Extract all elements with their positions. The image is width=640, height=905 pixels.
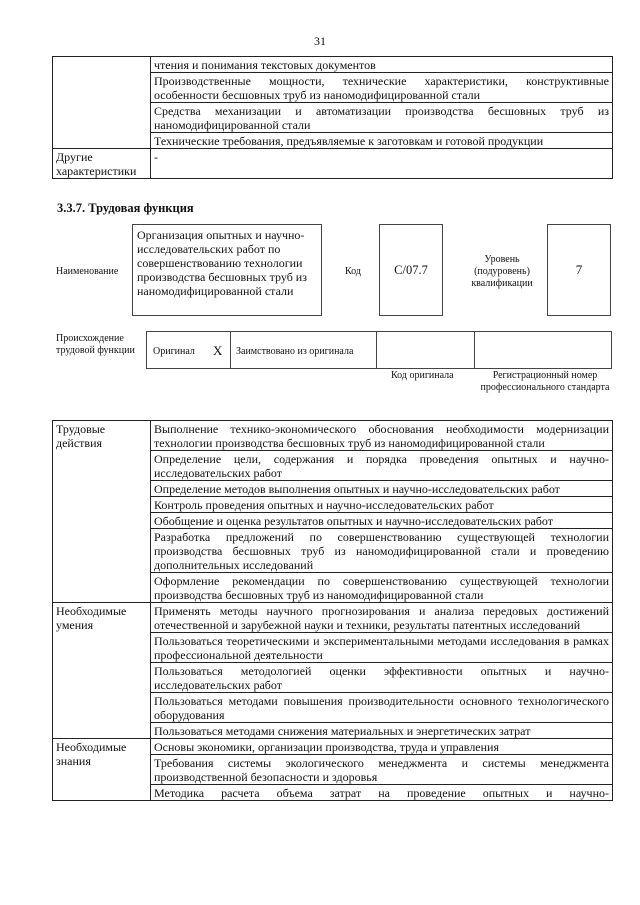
top-table [52,56,613,179]
table-row [53,421,613,451]
table-cell: Пользоваться теоретическими и экспериментальными методами исследования в рамках профессиональной деятельности [151,633,613,663]
original-label: Оригинал [153,346,195,357]
table-cell: чтения и понимания текстовых документов [151,57,613,73]
category-cell: Другие характеристики [53,149,151,179]
name-value-box: Организация опытных и научно-исследовательских работ по совершенствованию технологии производства бесшовных труб из наномодифицированной стали [132,224,322,316]
page-number: 31 [314,34,326,48]
registration-label: Регистрационный номер профессионального стандарта [480,370,610,393]
code-value-box [379,224,443,316]
origin-row [146,331,612,369]
table-row [53,739,613,755]
table-cell: Обобщение и оценка результатов опытных и научно-исследовательских работ [151,513,613,529]
code-label: Код [345,266,361,277]
table-row [53,603,613,633]
main-table [52,420,613,801]
category-cell: Необходимые знания [53,739,151,801]
table-cell: Пользоваться методами снижения материальных и энергетических затрат [151,723,613,739]
table-cell: Применять методы научного прогнозирования и анализа передовых достижений отечественной и зарубежной науки и техники, результаты патентных исследований [151,603,613,633]
level-value-box [547,224,611,316]
table-cell: Контроль проведения опытных и научно-исследовательских работ [151,497,613,513]
table-cell: - [151,149,613,179]
table-cell: Разработка предложений по совершенствованию существующей технологии производства бесшовных труб из наномодифицированной стали и проведению дополнительных исследований [151,529,613,573]
table-cell: Определение методов выполнения опытных и научно-исследовательских работ [151,481,613,497]
table-cell: Основы экономики, организации производства, труда и управления [151,739,613,755]
category-cell: Необходимые умения [53,603,151,739]
table-cell: Технические требования, предъявляемые к заготовкам и готовой продукции [151,133,613,149]
table-cell: Оформление рекомендации по совершенствованию существующей технологии производства бесшовных труб из наномодифицированной стали [151,573,613,603]
level-value: 7 [575,262,583,277]
table-cell: Пользоваться методами повышения производительности основного технологического оборудования [151,693,613,723]
original-mark: X [213,343,223,358]
table-row [53,149,613,179]
name-label: Наименование [56,266,119,277]
table-cell: Определение цели, содержания и порядка проведения опытных и научно-исследовательских работ [151,451,613,481]
table-cell: Методика расчета объема затрат на проведение опытных и научно- [151,785,613,801]
origin-code-label: Код оригинала [391,370,454,381]
level-label: Уровень (подуровень) квалификации [471,254,533,289]
table-cell: Средства механизации и автоматизации производства бесшовных труб из наномодифицированной стали [151,103,613,133]
borrowed-label: Заимствовано из оригинала [236,346,354,357]
table-cell: Производственные мощности, технические характеристики, конструктивные особенности бесшовных труб из наномодифицированной стали [151,73,613,103]
section-heading: 3.3.7. Трудовая функция [57,201,194,215]
origin-label: Происхождение трудовой функции [56,333,135,356]
table-cell: Выполнение технико-экономического обоснования необходимости модернизации технологии производства бесшовных труб из наномодифицированной стали [151,421,613,451]
table-cell: Пользоваться методологией оценки эффективности опытных и научно-исследовательских работ [151,663,613,693]
category-cell: Трудовые действия [53,421,151,603]
table-row [53,57,613,73]
category-cell [53,57,151,149]
table-cell: Требования системы экологического менеджмента и системы менеджмента производственной безопасности и здоровья [151,755,613,785]
code-value: С/07.7 [394,262,428,277]
